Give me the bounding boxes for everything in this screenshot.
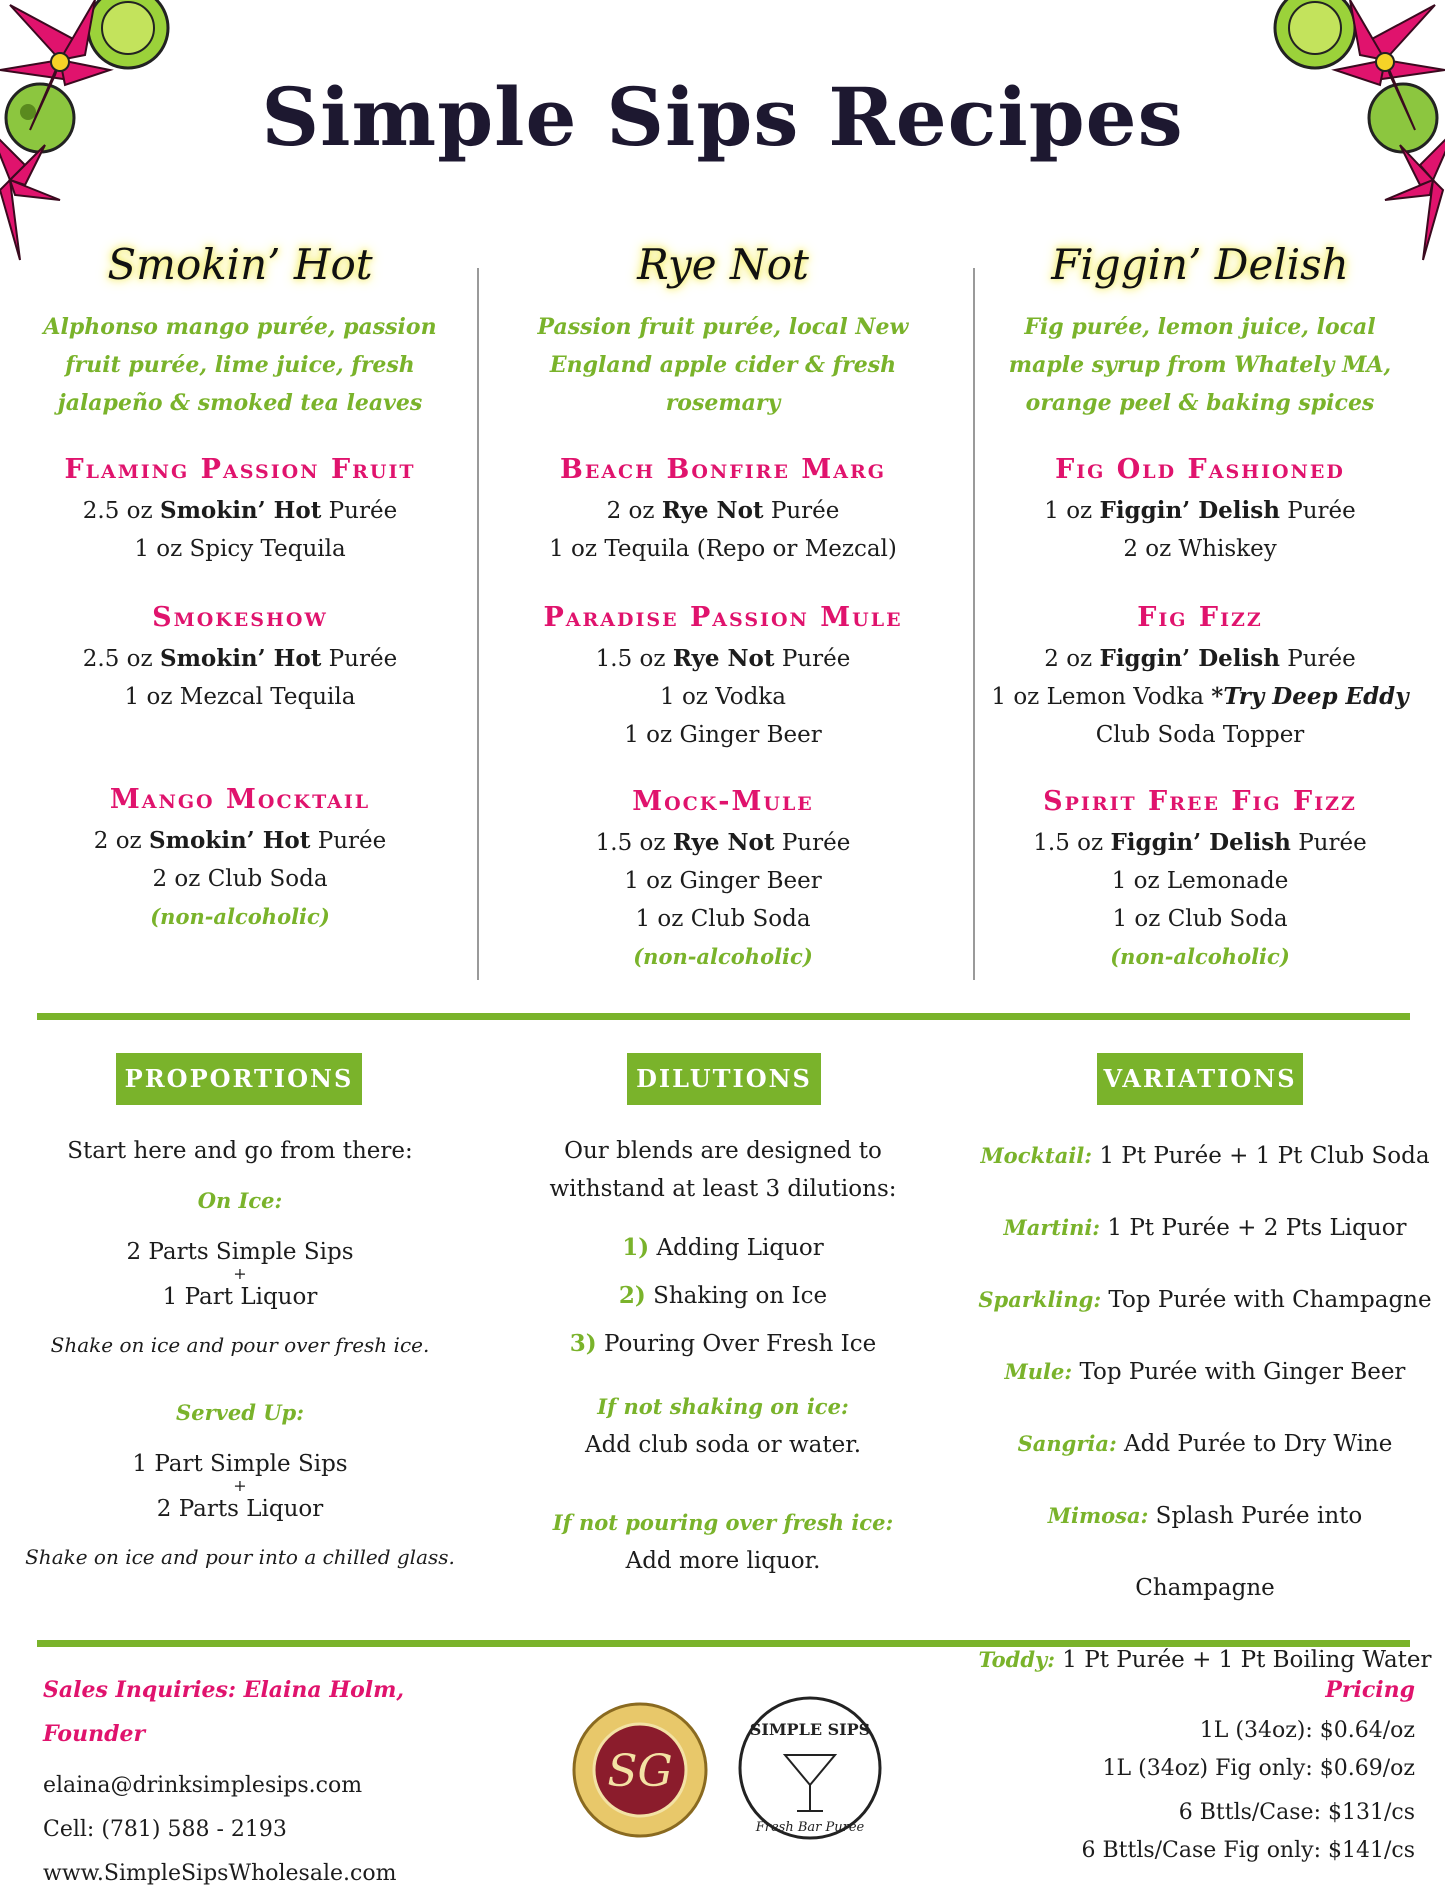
variation-text: 1 Pt Purée + 1 Pt Club Soda [1092,1143,1430,1169]
ingredient-highlight: Smokin’ Hot [159,497,322,524]
ingredient-line [10,530,470,568]
ingredient-text: 1 oz Lemonade [1111,868,1289,894]
southern-glazers-logo [570,1700,710,1840]
ingredient-text: 1.5 oz [1033,830,1111,856]
recipe-name: Fig Fizz [1137,602,1263,633]
variation-item [975,1120,1435,1192]
recipe-card [493,596,953,754]
variation-text: Splash Purée into Champagne [1135,1503,1363,1601]
variation-text: Top Purée with Ginger Beer [1072,1359,1406,1385]
ingredient-text: Club Soda Topper [1095,722,1305,748]
flavor-column-rye-not [493,230,953,976]
dilutions-section [503,1132,943,1580]
plus-sign: + [233,1476,247,1495]
simple-sips-logo [735,1693,885,1843]
recipe-card [970,448,1430,568]
pricing-label: Pricing [1325,1677,1415,1703]
served-up-liquor: 2 Parts Liquor [156,1496,324,1522]
plus-sign: + [233,1264,247,1283]
ingredient-text: 1 oz Ginger Beer [624,868,822,894]
contact-cell: Cell: (781) 588 - 2193 [43,1817,287,1842]
variation-key: Mocktail: [980,1143,1093,1168]
variation-key: Sangria: [1017,1431,1117,1456]
ingredient-suffix: Purée [1290,830,1367,856]
ingredient-line [10,678,470,716]
description-line: fruit purée, lime juice, fresh [65,352,415,378]
ingredient-suffix: Purée [1279,646,1356,672]
recipe-card [493,780,953,976]
proportions-badge: PROPORTIONS [116,1053,362,1105]
recipe-card [493,448,953,568]
served-up-label: Served Up: [176,1400,304,1425]
shaking-fix: Add club soda or water. [584,1432,862,1458]
flavor-name: Rye Not [637,240,809,289]
ingredient-suffix: Purée [774,646,851,672]
flavor-column-figgin-delish [970,230,1430,976]
section-divider [37,1640,1410,1647]
ingredient-line [493,492,953,530]
dilutions-badge: DILUTIONS [627,1053,821,1105]
ingredient-suffix: Purée [763,498,840,524]
page-title: Simple Sips Recipes [261,70,1184,164]
step-text: Shaking on Ice [645,1283,828,1309]
recipe-name: Fig Old Fashioned [1055,454,1345,485]
if-not-shaking-label: If not shaking on ice: [597,1394,849,1419]
recipe-name: Smokeshow [152,602,328,633]
ingredient-text: 1.5 oz [595,646,673,672]
ingredient-text: 1 oz Lemon Vodka [991,684,1212,710]
description-line: orange peel & baking spices [1025,390,1375,416]
price-line: 6 Bttls/Case: $131/cs [1178,1800,1415,1825]
contact-email[interactable]: elaina@drinksimplesips.com [43,1773,363,1798]
ingredient-text: 1 oz Club Soda [635,906,811,932]
dilution-step [503,1224,943,1272]
ingredient-suffix: Purée [321,498,398,524]
price-line: 6 Bttls/Case Fig only: $141/cs [1081,1838,1415,1863]
ingredient-line [970,900,1430,938]
variation-key: Toddy: [978,1647,1055,1672]
non-alcoholic-note: (non-alcoholic) [633,944,813,969]
dilution-steps [503,1224,943,1368]
ingredient-line [10,860,470,898]
variation-item [975,1480,1435,1624]
recipe-card [10,448,470,568]
variation-text: 1 Pt Purée + 2 Pts Liquor [1100,1215,1407,1241]
ingredient-text: 2 oz Club Soda [152,866,328,892]
ingredient-line [970,862,1430,900]
ss-logo-top: SIMPLE SIPS [749,1720,871,1739]
variation-item [975,1408,1435,1480]
ingredient-suffix: Purée [1279,498,1356,524]
ingredient-line [970,824,1430,862]
recipe-name: Flaming Passion Fruit [64,454,416,485]
ingredient-text: 2 oz [93,828,149,854]
description-line: Alphonso mango purée, passion [43,314,437,340]
ingredient-highlight: Rye Not [672,645,775,672]
recipe-card [970,780,1430,976]
flavor-name: Smokin’ Hot [107,240,373,289]
flavor-description [10,308,470,422]
ingredient-highlight: Figgin’ Delish [1110,829,1291,856]
description-line: Fig purée, lemon juice, local [1024,314,1376,340]
ingredient-text: 1 oz Tequila (Repo or Mezcal) [549,536,897,562]
price-line: 1L (34oz) Fig only: $0.69/oz [1102,1756,1415,1781]
section-divider [37,1013,1410,1020]
recipe-name: Paradise Passion Mule [543,602,903,633]
ingredient-line [493,640,953,678]
ingredient-line [10,822,470,860]
variation-key: Mule: [1004,1359,1073,1384]
served-up-note: Shake on ice and pour into a chilled glass. [25,1545,455,1569]
price-lines [985,1712,1415,1870]
step-number: 1) [622,1234,650,1261]
ingredient-suffix: Purée [774,830,851,856]
recipe-card [10,596,470,716]
variation-text: Top Purée with Champagne [1101,1287,1432,1313]
on-ice-label: On Ice: [197,1188,283,1213]
ingredient-line [493,678,953,716]
flavor-column-smokin-hot [10,230,470,936]
on-ice-simple-sips: 2 Parts Simple Sips [126,1239,354,1265]
variation-item [975,1192,1435,1264]
variation-text: 1 Pt Purée + 1 Pt Boiling Water [1055,1647,1432,1673]
website-link[interactable]: www.SimpleSipsWholesale.com [43,1861,397,1886]
ingredient-line [10,492,470,530]
ingredient-line [493,900,953,938]
description-line: jalapeño & smoked tea leaves [57,390,423,416]
flavor-description [970,308,1430,422]
pricing-block [985,1668,1415,1870]
sales-inquiries: Sales Inquiries: Elaina Holm, Founder [43,1677,405,1747]
ingredient-text: 1 oz Mezcal Tequila [124,684,356,710]
ingredient-line [493,862,953,900]
price-line: 1L (34oz): $0.64/oz [1199,1718,1415,1743]
ingredient-text: 1 oz Spicy Tequila [134,536,346,562]
ingredient-highlight: Figgin’ Delish [1099,645,1280,672]
ingredient-text: 1 oz [1044,498,1100,524]
recipe-name: Mango Mocktail [109,784,371,815]
ingredient-line [970,530,1430,568]
ingredient-highlight: Figgin’ Delish [1099,497,1280,524]
proportions-section [20,1132,460,1576]
pouring-fix: Add more liquor. [625,1548,821,1574]
sg-initials: SG [607,1746,673,1797]
served-up-simple-sips: 1 Part Simple Sips [132,1451,348,1477]
proportions-intro: Start here and go from there: [67,1138,413,1164]
ingredient-text: 1 oz Ginger Beer [624,722,822,748]
ingredient-highlight: *Try Deep Eddy [1211,683,1409,710]
step-number: 3) [569,1330,597,1357]
ingredient-text: 1 oz Vodka [660,684,786,710]
non-alcoholic-note: (non-alcoholic) [150,904,330,929]
step-text: Pouring Over Fresh Ice [596,1331,877,1357]
description-line: Passion fruit purée, local New [537,314,909,340]
ss-logo-bottom: Fresh Bar Purée [755,1820,865,1835]
step-number: 2) [618,1282,646,1309]
ingredient-text: 2.5 oz [82,646,160,672]
on-ice-liquor: 1 Part Liquor [162,1284,318,1310]
variation-key: Mimosa: [1047,1503,1149,1528]
ingredient-highlight: Smokin’ Hot [149,827,311,854]
recipe-card [970,596,1430,754]
ingredient-line [970,678,1430,716]
ingredient-line [970,716,1430,754]
recipe-name: Beach Bonfire Marg [560,454,886,485]
description-line: England apple cider & fresh [549,352,897,378]
ingredient-line [493,824,953,862]
contact-block [43,1668,503,1896]
ingredient-line [493,530,953,568]
variation-key: Sparkling: [978,1287,1102,1312]
ingredient-text: 1.5 oz [595,830,673,856]
column-divider [477,268,479,980]
dilutions-intro-1: Our blends are designed to [564,1138,882,1164]
variation-item [975,1336,1435,1408]
variation-text: Add Purée to Dry Wine [1116,1431,1393,1457]
description-line: rosemary [665,390,781,416]
ingredient-text: 1 oz Club Soda [1112,906,1288,932]
ingredient-line [493,716,953,754]
recipe-name: Spirit Free Fig Fizz [1043,786,1357,817]
dilution-step [503,1320,943,1368]
ingredient-highlight: Smokin’ Hot [159,645,322,672]
ingredient-line [10,640,470,678]
non-alcoholic-note: (non-alcoholic) [1110,944,1290,969]
ingredient-highlight: Rye Not [661,497,764,524]
ingredient-line [970,640,1430,678]
ingredient-line [970,492,1430,530]
on-ice-note: Shake on ice and pour over fresh ice. [50,1333,430,1357]
recipe-name: Mock-Mule [632,786,814,817]
dilution-step [503,1272,943,1320]
ingredient-suffix: Purée [310,828,387,854]
variation-key: Martini: [1003,1215,1101,1240]
step-text: Adding Liquor [649,1235,824,1261]
ingredient-text: 2 oz [1044,646,1100,672]
ingredient-text: 2 oz [606,498,662,524]
ingredient-text: 2 oz Whiskey [1123,536,1277,562]
flavor-name: Figgin’ Delish [1051,240,1349,289]
if-not-pouring-label: If not pouring over fresh ice: [552,1510,894,1535]
flavor-description [493,308,953,422]
ingredient-suffix: Purée [321,646,398,672]
ingredient-highlight: Rye Not [672,829,775,856]
dilutions-intro-2: withstand at least 3 dilutions: [549,1176,897,1202]
ingredient-text: 2.5 oz [82,498,160,524]
recipe-card [10,778,470,936]
variations-badge: VARIATIONS [1097,1053,1303,1105]
variation-item [975,1264,1435,1336]
variations-list [975,1120,1435,1696]
description-line: maple syrup from Whately MA, [1008,352,1392,378]
